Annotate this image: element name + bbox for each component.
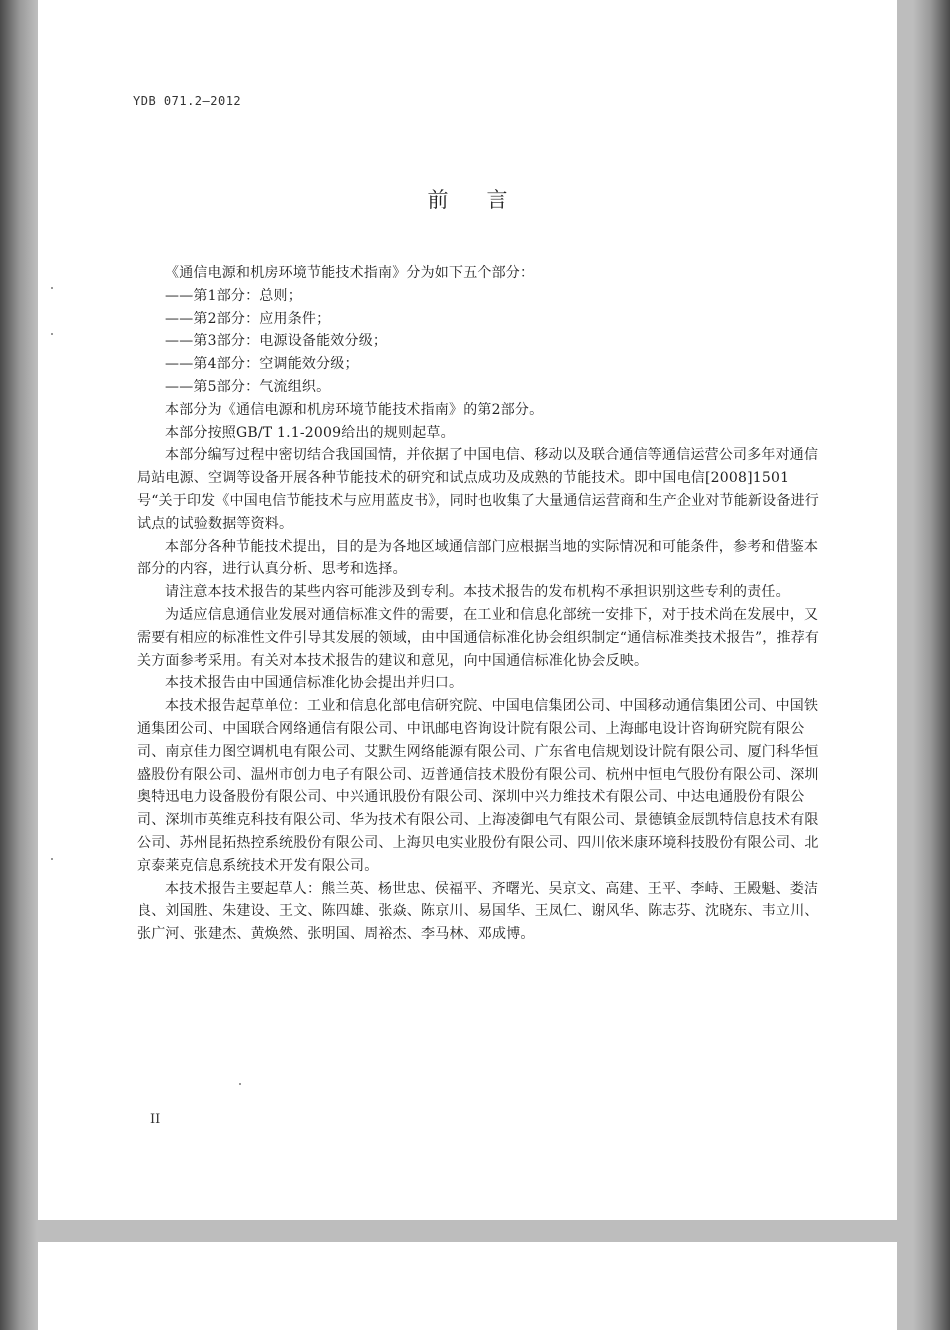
paragraph-drafting-units: 本技术报告起草单位：工业和信息化部电信研究院、中国电信集团公司、中国移动通信集团公司、中国铁通集团公司、中国联合网络通信有限公司、中讯邮电咨询设计院有限公司、上海邮电设计咨询研究院有限公司、南京佳力图空调机电有限公司、艾默生网络能源有限公司、广东省电信规划设计院有限公司、厦门科华恒盛股份有限公司、温州市创力电子有限公司、迈普通信技术股份有限公司、杭州中恒电气股份有限公司、深圳奥特迅电力设备股份有限公司、中兴通讯股份有限公司、深圳中兴力维技术有限公司、中达电通股份有限公司、深圳市英维克科技有限公司、华为技术有限公司、上海凌御电气有限公司、景德镇金辰凯特信息技术有限公司、苏州昆拓热控系统股份有限公司、上海贝电实业股份有限公司、四川依米康环境科技股份有限公司、北京泰莱克信息系统技术开发有限公司。 [137, 698, 819, 874]
paragraph-drafting-rules: 本部分按照GB/T 1.1-2009给出的规则起草。 [165, 424, 455, 441]
scan-speck [51, 858, 53, 860]
list-item-part-5: ——第5部分：气流组织。 [165, 378, 331, 395]
scan-speck [51, 333, 53, 335]
paragraph-proposer: 本技术报告由中国通信标准化协会提出并归口。 [165, 675, 464, 692]
document-page [38, 0, 897, 1220]
paragraph-intro: 《通信电源和机房环境节能技术指南》分为如下五个部分： [165, 265, 535, 281]
paragraph-background: 本部分编写过程中密切结合我国国情，并依据了中国电信、移动以及联合通信等通信运营公司多年对通信局站电源、空调等设备开展各种节能技术的研究和试点成功及成熟的节能技术。即中国电信[2008]1501号“关于印发《中国电信节能技术与应用蓝皮书》，同时也收集了大量通信运营商和生产企业对节能新设备进行试点的试验数据等资料。 [137, 447, 819, 532]
paragraph-patent-notice: 请注意本技术报告的某些内容可能涉及到专利。本技术报告的发布机构不承担识别这些专利的责任。 [165, 584, 790, 601]
document-id: YDB 071.2—2012 [133, 94, 242, 108]
paragraph-purpose: 本部分各种节能技术提出，目的是为各地区域通信部门应根据当地的实际情况和可能条件，参考和借鉴本部分的内容，进行认真分析、思考和选择。 [137, 538, 819, 578]
scan-speck [239, 1083, 241, 1085]
list-item-part-3: ——第3部分：电源设备能效分级； [165, 333, 388, 350]
paragraph-drafters: 本技术报告主要起草人：熊兰英、杨世忠、侯福平、齐曙光、吴京文、高建、王平、李峙、王殿魁、娄洁良、刘国胜、朱建设、王文、陈四雄、张焱、陈京川、易国华、王凤仁、谢风华、陈志芬、沈晓东、韦立川、张广河、张建杰、黄焕然、张明国、周裕杰、李马林、邓成博。 [137, 880, 819, 943]
next-page [38, 1242, 897, 1330]
paragraph-standardization: 为适应信息通信业发展对通信标准文件的需要，在工业和信息化部统一安排下，对于技术尚在发展中，又需要有相应的标准性文件引导其发展的领域，由中国通信标准化协会组织制定“通信标准类技术报告”，推荐有关方面参考采用。有关对本技术报告的建议和意见，向中国通信标准化协会反映。 [137, 606, 820, 669]
page-title: 前言 [427, 188, 546, 212]
page-number: II [150, 1112, 161, 1127]
foreword-body [137, 262, 822, 946]
list-item-part-4: ——第4部分：空调能效分级； [165, 356, 359, 373]
scan-speck [51, 287, 53, 289]
list-item-part-1: ——第1部分：总则； [165, 287, 302, 304]
paragraph-part-statement: 本部分为《通信电源和机房环境节能技术指南》的第2部分。 [165, 401, 544, 418]
list-item-part-2: ——第2部分：应用条件； [165, 310, 331, 327]
